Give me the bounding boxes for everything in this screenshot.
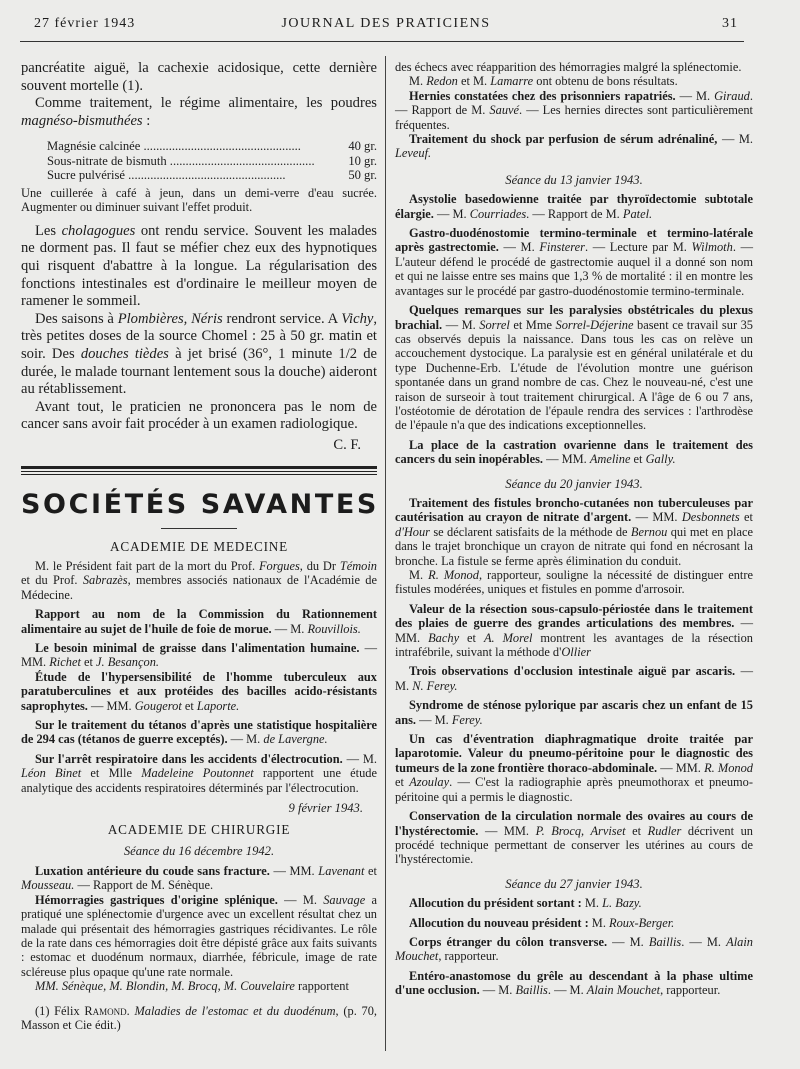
text: A. Morel (483, 630, 533, 645)
text: Syndrome de sténose pylorique par ascaris chez un enfant de 15 ans. (395, 698, 753, 727)
header-divider (20, 41, 744, 42)
text: Étude de l'hypersensibilité de l'homme tuberculeux aux paratuberculines et aux protéides des bacilles acido-résistants saprophytes. (21, 669, 377, 713)
list-item (395, 664, 753, 693)
footnote-text (21, 1004, 377, 1033)
text: Hernies constatées chez des prisonniers rapatriés. (409, 88, 676, 103)
text: . — M. (547, 983, 587, 998)
text: , du Dr (299, 558, 340, 573)
text: MM. Sénèque, M. Blondin, M. Brocq, M. Couvelaire (35, 979, 295, 994)
text: et Mlle (81, 766, 142, 781)
prescription-list (47, 139, 377, 182)
academy-heading: ACADEMIE DE CHIRURGIE (107, 822, 291, 838)
session-date: Séance du 20 janvier 1943. (505, 476, 643, 491)
paragraph: Avant tout, le praticien ne prononcera pas le nom de cancer sans avoir fait procéder à un examen radiologique. (21, 398, 377, 433)
text: J. Besançon. (96, 655, 159, 670)
text: d'Hour (395, 524, 431, 539)
text: et (739, 510, 753, 525)
text: Sabrazès (82, 573, 128, 588)
list-item (21, 607, 377, 636)
text: Valeur de la résection sous-capsulo-périostée dans le traitement des plaies de guerre des grandes articulations des membres. (395, 601, 753, 631)
page-number: 31 (722, 16, 738, 31)
text: — MM. (657, 760, 705, 775)
list-item (21, 718, 377, 747)
text: Traitement des fistules broncho-cutanées non tuberculeuses par cautérisation au crayon de nitrate d'argent. (395, 495, 753, 525)
text: Lamarre (490, 74, 534, 89)
text: . — C'est la radiographie après pneumothorax et pneumo-péritoine qui a permis le diagnostic. (395, 775, 753, 804)
section-divider (21, 474, 377, 475)
text: décrivent un procédé technique permettant de conserver les utérines au cours de l'hystérectomie. (395, 823, 753, 867)
right-column (395, 60, 753, 998)
text: Trois observations d'occlusion intestinale aiguë par ascaris. (409, 664, 736, 679)
text: Gougerot (134, 698, 182, 713)
text: Rouvillois. (307, 621, 361, 636)
session-date: Séance du 16 décembre 1942. (123, 844, 275, 859)
section-title: SOCIÉTÉS SAVANTES (21, 488, 379, 520)
text: L. Bazy. (602, 896, 642, 911)
text: Baillis (648, 934, 682, 949)
text: ont obtenu de bons résultats. (533, 74, 678, 89)
text: Rudler (647, 823, 682, 838)
list-item (21, 864, 377, 893)
text: Ameline (589, 452, 631, 467)
text: Le besoin minimal de graisse dans l'alimentation humaine. (35, 640, 360, 655)
ingredient-name: Sous-nitrate de bismuth ..... (47, 154, 315, 168)
text: Courriades (469, 206, 527, 221)
list-item (21, 893, 377, 979)
list-item (21, 559, 377, 602)
list-item (395, 496, 753, 568)
paragraph: pancréatite aiguë, la cachexie acidosique, cette dernière souvent mortelle (1). (21, 60, 377, 94)
text: Azoulay (409, 775, 450, 790)
text: Baillis (515, 983, 548, 998)
text: R. Monod (428, 568, 479, 582)
text: . — L'auteur défend le procédé de gastrectomie auquel il a donné son nom et qui ne laisse entre ses mains que 1,3 % de mortalité : il en montre les avantages sur le procédé par gastro-duodénostomie termino-terminale. (395, 240, 753, 298)
ingredient-name: Magnésie calcinée ..... (47, 139, 315, 153)
list-item (395, 303, 753, 433)
text: se déclarent satisfaits de la méthode de (430, 524, 631, 539)
academy-chirurgie-entries (21, 864, 377, 994)
text: Ramond (84, 1003, 127, 1018)
text: (1) Félix (35, 1003, 85, 1018)
text: , rapporteur, souligne la nécessité de distinguer entre fistules modérées, uniques et fistules en pomme d'arrosoir. (395, 568, 754, 597)
text: . — Lecture par M. (584, 240, 692, 255)
text: , rapporteur. (660, 983, 721, 998)
ingredient-qty: 40 gr. (348, 139, 377, 154)
text: Rapport au nom de la Commission du Rationnement alimentaire au sujet de l'huile de foie de morue. (21, 607, 377, 636)
text: magnéso-bismuthées (21, 112, 143, 129)
author-signature: C. F. (333, 436, 361, 453)
text: Allocution du nouveau président : (409, 915, 589, 930)
text: qui met en place dans le trajet bronchique un crayon de nitrate qui fond en nécrosant la bronche. La fistule se ferme après élimination du conduit. (395, 524, 753, 568)
text: rapportent (294, 979, 349, 994)
list-item (395, 89, 753, 132)
text: Des saisons à (35, 310, 118, 327)
list-item (395, 568, 753, 597)
text: Quelques remarques sur les paralysies obstétricales du plexus brachial. (395, 303, 753, 332)
text: montrent les avantages de la résection intrafébrile, suivant la méthode d' (395, 630, 753, 660)
text: ont rendu service. Souvent les malades ne dorment pas. Il faut se méfier chez eux des hypnotiques qui risquent d'abattre à la longue. La régularisation des fonctions intestinales est d'ordinaire le meilleur moyen de ramener le sommeil. (21, 222, 377, 310)
text: — M. (442, 317, 480, 332)
academy-medecine-entries (21, 559, 377, 795)
text: M. (409, 74, 427, 89)
paragraph (395, 74, 753, 88)
entry-date: 9 février 1943. (288, 801, 363, 816)
text: à jet brisé (36°, 1 minute 1/2 de durée, le malade tournant lentement sous la douche) aideront au rétablissement. (21, 345, 378, 398)
text: et (459, 630, 484, 645)
text: et (80, 655, 97, 670)
text: Finsterer (539, 240, 585, 255)
ingredient-qty: 10 gr. (348, 153, 377, 168)
text: — MM. (478, 823, 536, 838)
list-item (21, 670, 377, 713)
text: Entéro-anastomose du grêle au descendant à la phase ultime d'une occlusion. (395, 968, 753, 998)
text: Leveuf. (395, 146, 432, 161)
text: Sorrel-Déjerine (555, 317, 634, 332)
list-item (395, 896, 753, 910)
list-item (395, 809, 753, 867)
text: Sur le traitement du tétanos d'après une statistique hospitalière de 294 cas (tétanos de guerre exceptés). (21, 717, 377, 747)
list-item (395, 935, 753, 964)
text: — M. (342, 751, 378, 766)
list-item (395, 132, 753, 161)
text: M. le Président fait part de la mort du Prof. (35, 558, 259, 573)
text: Alain Mouchet (586, 983, 661, 998)
text: Plombières, Néris (117, 310, 223, 327)
text: Patel. (622, 206, 653, 221)
text: : (142, 112, 151, 129)
text: M. (581, 896, 603, 911)
text: Wilmoth (691, 240, 733, 255)
text: Bachy (428, 630, 460, 645)
column-divider (385, 56, 386, 1051)
text: Sauvage (323, 892, 366, 907)
text: M. (409, 568, 429, 582)
text: Léon Binet (21, 766, 82, 781)
text: , rapporteur. (438, 949, 499, 964)
list-item (21, 641, 377, 670)
text: — MM. (87, 698, 135, 713)
text: et Mme (509, 317, 556, 332)
text: . — M. (681, 934, 727, 949)
text: P. Brocq, Arviset (535, 823, 626, 838)
text: Ollier (561, 645, 591, 660)
text: — M. (607, 934, 649, 949)
text: et (181, 698, 197, 713)
text: — M. (675, 88, 715, 103)
text: Sur l'arrêt respiratoire dans les accidents d'électrocution. (35, 751, 343, 766)
text: Roux-Berger. (609, 915, 675, 930)
text: Alain Mouchet (395, 934, 753, 964)
text: — Rapport de M. Sénèque. (74, 878, 214, 893)
text: — M. (416, 712, 452, 727)
text: Forgues (258, 558, 300, 573)
text: Traitement du shock par perfusion de sérum adrénaliné, (409, 132, 718, 147)
text: Témoin (339, 558, 377, 573)
paragraph: des échecs avec réapparition des hémorragies malgré la splénectomie. (395, 60, 742, 74)
text: , (p. 70, Masson et Cie édit.) (21, 1003, 377, 1033)
academy-heading: ACADEMIE DE MEDECINE (110, 538, 288, 554)
text: , très petites doses de la source Chomel : 25 à 50 gr. matin et soir. Des (21, 310, 377, 362)
text: douches tièdes (80, 345, 169, 362)
text: et du Prof. (21, 573, 83, 588)
ingredient-name: Sucre pulvérisé ..... (47, 168, 315, 182)
paragraph (21, 311, 377, 399)
text: Laporte. (196, 698, 240, 713)
text: Les (35, 222, 62, 239)
session-date: Séance du 13 janvier 1943. (505, 172, 643, 187)
text: Lavenant (318, 864, 365, 879)
title-underline (161, 528, 237, 529)
text: — M. (498, 240, 540, 255)
list-item (21, 752, 377, 795)
paragraph (21, 223, 377, 311)
list-item (395, 732, 753, 804)
text: — MM. (631, 510, 682, 525)
text: Madeleine Poutonnet (141, 766, 254, 781)
journal-title: JOURNAL DES PRATICIENS (281, 16, 491, 31)
text: et M. (457, 74, 491, 89)
prescription-note: Une cuillerée à café à jeun, dans un demi-verre d'eau sucrée. Augmenter ou diminuer suivant l'effet produit. (21, 185, 377, 215)
article-body (21, 223, 377, 434)
list-item (47, 154, 377, 168)
list-item (21, 979, 377, 993)
list-item (395, 698, 753, 727)
text: de Lavergne. (263, 732, 328, 747)
ingredient-qty: 50 gr. (348, 167, 377, 182)
text: — M. (479, 983, 516, 998)
footnote (21, 1004, 377, 1033)
text: Mousseau. (21, 878, 75, 893)
list-item (47, 139, 377, 153)
text: — M. (717, 132, 753, 147)
text: Richet (49, 655, 81, 670)
text: rendront service. A (222, 310, 342, 327)
header-date: 27 février 1943 (34, 16, 136, 31)
list-item (395, 226, 753, 298)
text: M. (588, 915, 610, 930)
text: Vichy (341, 310, 374, 327)
list-item (47, 168, 377, 182)
text: Conservation de la circulation normale des ovaires au cours de l'hystérectomie. (395, 809, 753, 838)
text: — M. (271, 621, 308, 636)
list-item (395, 916, 753, 930)
text: . — Rapport de M. (526, 206, 623, 221)
text: Comme traitement, le régime alimentaire, les poudres (35, 95, 377, 112)
page-header (34, 16, 738, 38)
text: La place de la castration ovarienne dans le traitement des cancers du sein inopérables. (395, 437, 753, 467)
text: , membres associés nationaux de l'Académie de Médecine. (21, 573, 377, 602)
text: et (625, 823, 648, 838)
text: R. Monod (704, 760, 753, 775)
text: Gastro-duodénostomie termino-terminale et termino-latérale après gastrectomie. (395, 226, 753, 255)
section-divider (21, 466, 377, 472)
text: Maladies de l'estomac et du duodénum (134, 1003, 336, 1018)
text: — M. (433, 206, 470, 221)
paragraph (21, 95, 377, 130)
left-column (21, 60, 377, 1032)
article-continuation (21, 60, 377, 130)
text: Asystolie basedowienne traitée par thyroïdectomie subtotale élargie. (395, 192, 753, 221)
text: rapportent une étude analytique des accidents respiratoires déterminés par l'électrocution. (21, 766, 378, 795)
text: Bernou (630, 524, 668, 539)
text: et (630, 452, 646, 467)
text: — M. (227, 732, 264, 747)
text: — MM. (543, 452, 590, 467)
text: N. Ferey. (412, 678, 458, 693)
text: et (364, 864, 377, 879)
session-date: Séance du 27 janvier 1943. (505, 876, 643, 891)
text: Redon (426, 74, 458, 89)
text: . — Rapport de M. (395, 88, 753, 118)
text: et (395, 775, 410, 790)
text: a pratiqué une splénectomie d'urgence avec un excellent résultat chez un malade qui présentait des hémorragies gastriques récidivantes. Le rôle de la rate dans ces hémorragies doit être dépisté grâce aux faits suivants : estomac et duodénum normaux, diarrhée, fébricule, image de rate scléreuse plus opaque qu'une rate normale. (21, 892, 377, 979)
text: Ferey. (451, 712, 483, 727)
list-item (395, 602, 753, 660)
text: Desbonnets (681, 510, 740, 525)
text: Allocution du président sortant : (409, 896, 582, 911)
text: Sauvé (489, 103, 520, 118)
text: — MM. (395, 616, 753, 645)
text: basent ce travail sur 35 cas observés depuis la naissance. Dans tous les cas on relève un accouchement dystocique. La paralysie est en général unilatérale et du type Duchenne-Erb. L'étude de l'évolution montre une guérison spontanée dans un grand nombre de cas. Chez le nouveau-né, c'est une raison de surseoir à tout traitement chirurgical. A l'âge de 6 ou 7 ans, l'ostéotomie de dérotation de l'épaule rendra des services : l'arthrodèse de l'épaule n'a que des indications exceptionnelles. (395, 317, 753, 433)
text: . — Les hernies directes sont particulièrement fréquentes. (395, 103, 753, 132)
text: Corps étranger du côlon transverse. (409, 934, 608, 949)
text: Hémorragies gastriques d'origine splénique. (35, 892, 278, 907)
list-item (395, 438, 753, 467)
list-item (395, 192, 753, 221)
text: — M. (277, 892, 324, 907)
text: Giraud (714, 88, 750, 103)
text: Gally. (645, 452, 676, 467)
list-item (395, 969, 753, 998)
text: cholagogues (61, 222, 136, 239)
text: — MM. (21, 640, 377, 670)
text: Sorrel (479, 317, 510, 332)
text: Luxation antérieure du coude sans fracture. (35, 864, 270, 879)
text: Un cas d'éventration diaphragmatique droite traitée par laparotomie. Valeur du pneumo-péritoine pour le diagnostic des tumeurs de la zone frontière thoraco-abdominale. (395, 732, 753, 775)
text: — MM. (269, 864, 319, 879)
text: . (126, 1003, 135, 1018)
text: — M. (395, 664, 753, 693)
